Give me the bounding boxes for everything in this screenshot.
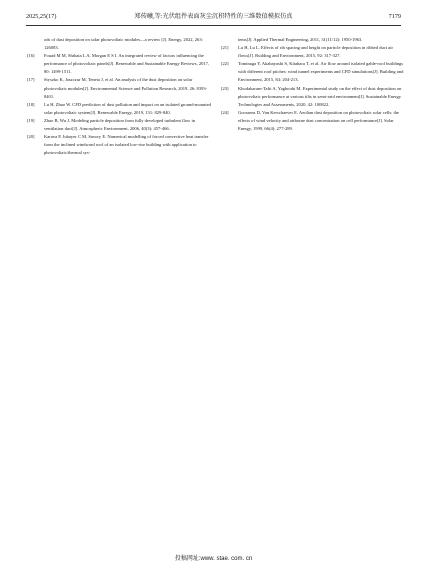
- running-title: 郑传曦,等:光伏组件表面灰尘沉积特性的三维数值模拟仿真: [134, 13, 293, 20]
- reference-column-right: [221, 36, 405, 133]
- reference-item: [221, 85, 405, 109]
- reference-text: Goossens D, Van Kerschaever E. Aeolian dust deposition on photovoltaic solar cells: the effects of wind velocity and airborne dust concentration on cell performance[J]. Solar Energy, 1999, 66(4): 277-289.: [238, 109, 400, 132]
- reference-item: [221, 44, 405, 60]
- reference-text: ods of dust deposition on solar photovoltaic modules—a review [J]. Energy, 2022, 263: 126083.: [44, 37, 203, 51]
- reference-number: [18]: [27, 101, 35, 107]
- reference-item: [27, 117, 211, 133]
- reference-text: Fouad M M, Shihata L A, Morgan E S I. An integrated review of factors influencing the performance of photovoltaic panels[J]. Renewable and Sustainable Energy Reviews, 2017, 80: 1499-1511.: [44, 53, 210, 75]
- reference-text: Tominaga Y, Akabayashi S, Kitahara T, et al. Air flow around isolated gable-roof buildings with different roof pitches: wind tunnel experiments and CFD simulations[J]. Building and Environment, 2015, 84: 204-213.: [238, 61, 404, 83]
- reference-continuation: [27, 36, 211, 52]
- reference-number: [22]: [221, 61, 229, 67]
- reference-text: Karava P, Jubayer C M, Savory E. Numerical modelling of forced convective heat transfer from the inclined windward roof of an isolated low-rise building with application to photovoltaic/thermal sys-: [44, 134, 209, 156]
- reference-item: [27, 76, 211, 100]
- reference-number: [17]: [27, 77, 35, 83]
- reference-continuation: [221, 36, 405, 44]
- reference-number: [20]: [27, 134, 35, 140]
- page-number: 7179: [388, 13, 401, 20]
- reference-text: Styszko K, Jaszczur M, Teneta J, et al. An analysis of the dust deposition on solar photovoltaic modules[J]. Environmental Science and Pollution Research, 2019, 26: 8393-8401.: [44, 77, 208, 99]
- reference-text: Zhao B, Wu J. Modeling particle deposition from fully developed turbulent flow in ventilation duct[J]. Atmospheric Environment, 2006, 40(3): 457-466.: [44, 117, 196, 132]
- reference-number: [16]: [27, 53, 35, 59]
- reference-item: [27, 133, 211, 157]
- reference-number: [19]: [27, 117, 35, 123]
- reference-text: tems[J]. Applied Thermal Engineering, 2011, 31(11/12): 1950-1963.: [238, 37, 363, 42]
- reference-text: Lu H, Zhao W. CFD prediction of dust pollution and impact on an isolated ground-mounted solar photovoltaic system[J]. Renewable Energy, 2019, 131: 829-840.: [44, 101, 211, 115]
- volume-issue: 2025,25(17): [26, 13, 57, 20]
- reference-item: [27, 101, 211, 117]
- reference-item: [27, 52, 211, 76]
- header-rule: [26, 25, 401, 26]
- reference-column-left: [27, 36, 211, 157]
- reference-number: [21]: [221, 45, 229, 51]
- reference-number: [23]: [221, 85, 229, 91]
- submission-url: 投稿网址:www. stae. com. cn: [174, 556, 253, 562]
- reference-item: [221, 109, 405, 133]
- reference-text: Khodakaram-Tafti A, Yaghoubi M. Experimental study on the effect of dust deposition on photovoltaic performance at various tilts in semi-arid environment[J]. Sustainable Energy Technologies and Assessments, 2020, 42: 100822.: [238, 85, 402, 107]
- running-header: [26, 11, 401, 23]
- reference-number: [24]: [221, 109, 229, 115]
- reference-text: Lu H, Lu L. Effects of rib spacing and height on particle deposition in ribbed duct air flows[J]. Building and Environment, 2015, 92: 317-327.: [238, 45, 393, 59]
- reference-item: [221, 60, 405, 84]
